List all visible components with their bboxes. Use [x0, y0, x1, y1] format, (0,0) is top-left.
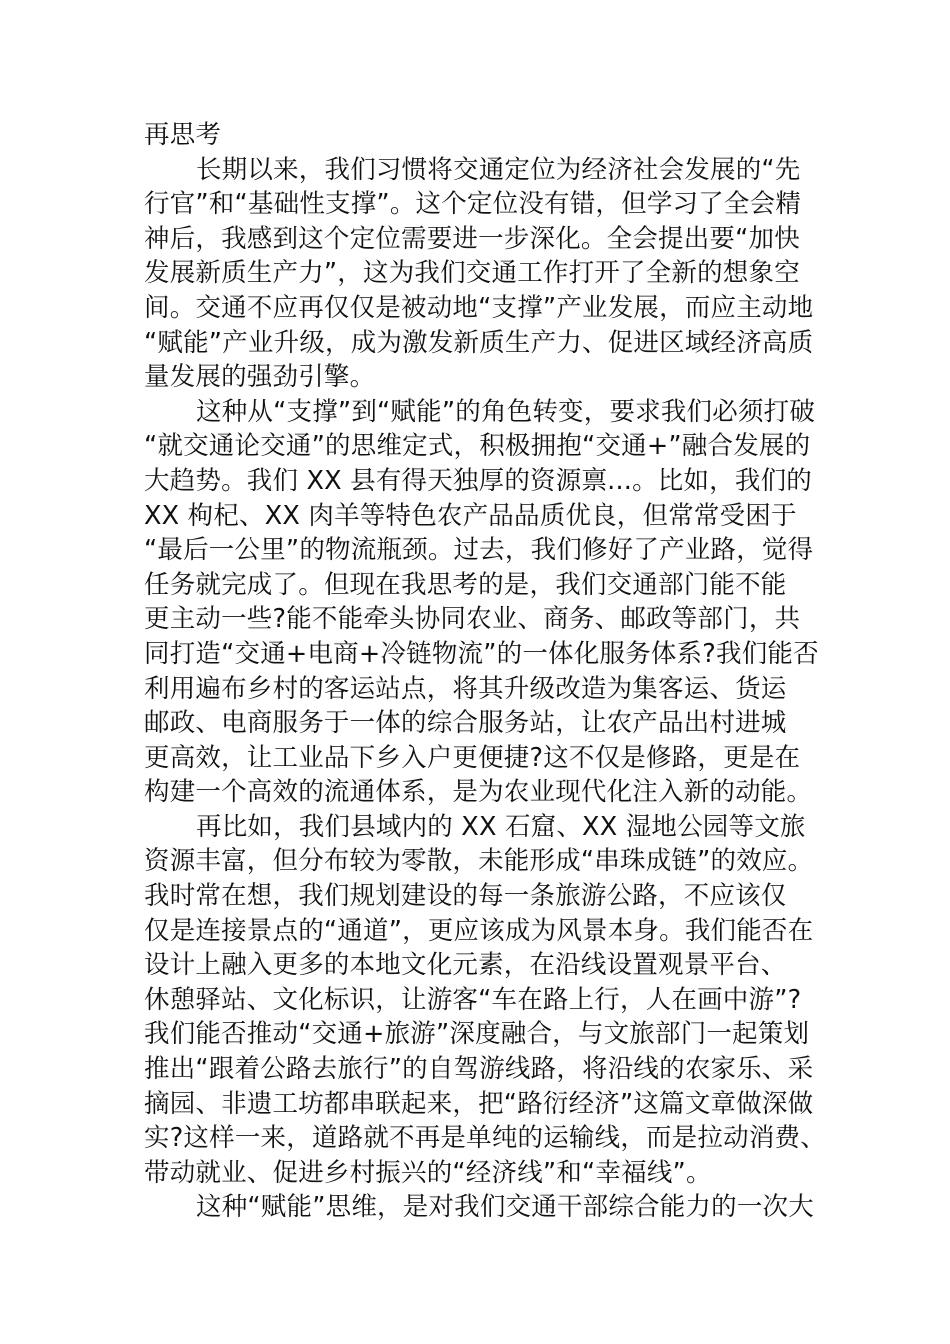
- paragraph-line: 摘园、非遗工坊都串联起来，把“路衍经济”这篇文章做深做: [144, 1088, 814, 1119]
- paragraph-line: 邮政、电商服务于一体的综合服务站，让农产品出村进城: [144, 708, 787, 739]
- paragraph-line: 带动就业、促进乡村振兴的“经济线”和“幸福线”。: [144, 1157, 712, 1188]
- paragraph-line: XX 枸杞、XX 肉羊等特色农产品品质优良，但常常受困于: [144, 500, 797, 531]
- paragraph-line: 构建一个高效的流通体系，是为农业现代化注入新的动能。: [144, 777, 813, 808]
- paragraph-line: 休憩驿站、文化标识，让游客“车在路上行，人在画中游”?: [144, 984, 802, 1015]
- paragraph-line: 量发展的强劲引擎。: [144, 362, 376, 393]
- section-heading-fragment: 再思考: [144, 120, 222, 150]
- paragraph-line: 设计上融入更多的本地文化元素，在沿线设置观景平台、: [144, 950, 787, 981]
- paragraph-line: 我时常在想，我们规划建设的每一条旅游公路，不应该仅: [144, 881, 787, 912]
- paragraph-line: 更高效，让工业品下乡入户更便捷?这不仅是修路，更是在: [144, 742, 801, 773]
- paragraph-line: 发展新质生产力”，这为我们交通工作打开了全新的想象空: [144, 258, 800, 289]
- paragraph-line: 推出“跟着公路去旅行”的自驾游线路，将沿线的农家乐、采: [144, 1054, 814, 1085]
- paragraph-line: 这种从“支撑”到“赋能”的角色转变，要求我们必须打破: [196, 396, 816, 427]
- paragraph-line: 神后，我感到这个定位需要进一步深化。全会提出要“加快: [144, 223, 800, 254]
- paragraph-line: 行官”和“基础性支撑”。这个定位没有错，但学习了全会精: [144, 189, 802, 220]
- paragraph-2: [144, 395, 824, 810]
- paragraph-4: [144, 1190, 824, 1225]
- paragraph-line: 更主动一些?能不能牵头协同农业、商务、邮政等部门，共: [144, 604, 801, 635]
- paragraph-line: 这种“赋能”思维，是对我们交通干部综合能力的一次大: [196, 1192, 814, 1223]
- paragraph-3: [144, 810, 824, 1191]
- paragraph-line: 资源丰富，但分布较为零散，未能形成“串珠成链”的效应。: [144, 846, 814, 877]
- paragraph-line: 同打造“交通+电商+冷链物流”的一体化服务体系?我们能否: [144, 638, 819, 669]
- document-page: [144, 118, 824, 1225]
- paragraph-line: 利用遍布乡村的客运站点，将其升级改造为集客运、货运: [144, 673, 787, 704]
- paragraph-line: “就交通论交通”的思维定式，积极拥抱“交通+”融合发展的: [144, 431, 811, 462]
- paragraph-1: [144, 153, 824, 395]
- paragraph-line: 间。交通不应再仅仅是被动地“支撑”产业发展，而应主动地: [144, 292, 814, 323]
- paragraph-line: 实?这样一来，道路就不再是单纯的运输线，而是拉动消费、: [144, 1123, 826, 1154]
- paragraph-line: 我们能否推动“交通+旅游”深度融合，与文旅部门一起策划: [144, 1019, 810, 1050]
- paragraph-line: 仅是连接景点的“通道”，更应该成为风景本身。我们能否在: [144, 915, 814, 946]
- paragraph-line: 大趋势。我们 XX 县有得天独厚的资源禀...。比如，我们的: [144, 465, 812, 496]
- paragraph-line: 任务就完成了。但现在我思考的是，我们交通部门能不能: [144, 569, 787, 600]
- paragraph-line: 长期以来，我们习惯将交通定位为经济社会发展的“先: [196, 154, 801, 185]
- paragraph-line: “最后一公里”的物流瓶颈。过去，我们修好了产业路，觉得: [144, 535, 814, 566]
- paragraph-line: “赋能”产业升级，成为激发新质生产力、促进区域经济高质: [144, 327, 814, 358]
- paragraph-line: 再比如，我们县域内的 XX 石窟、XX 湿地公园等文旅: [196, 811, 806, 842]
